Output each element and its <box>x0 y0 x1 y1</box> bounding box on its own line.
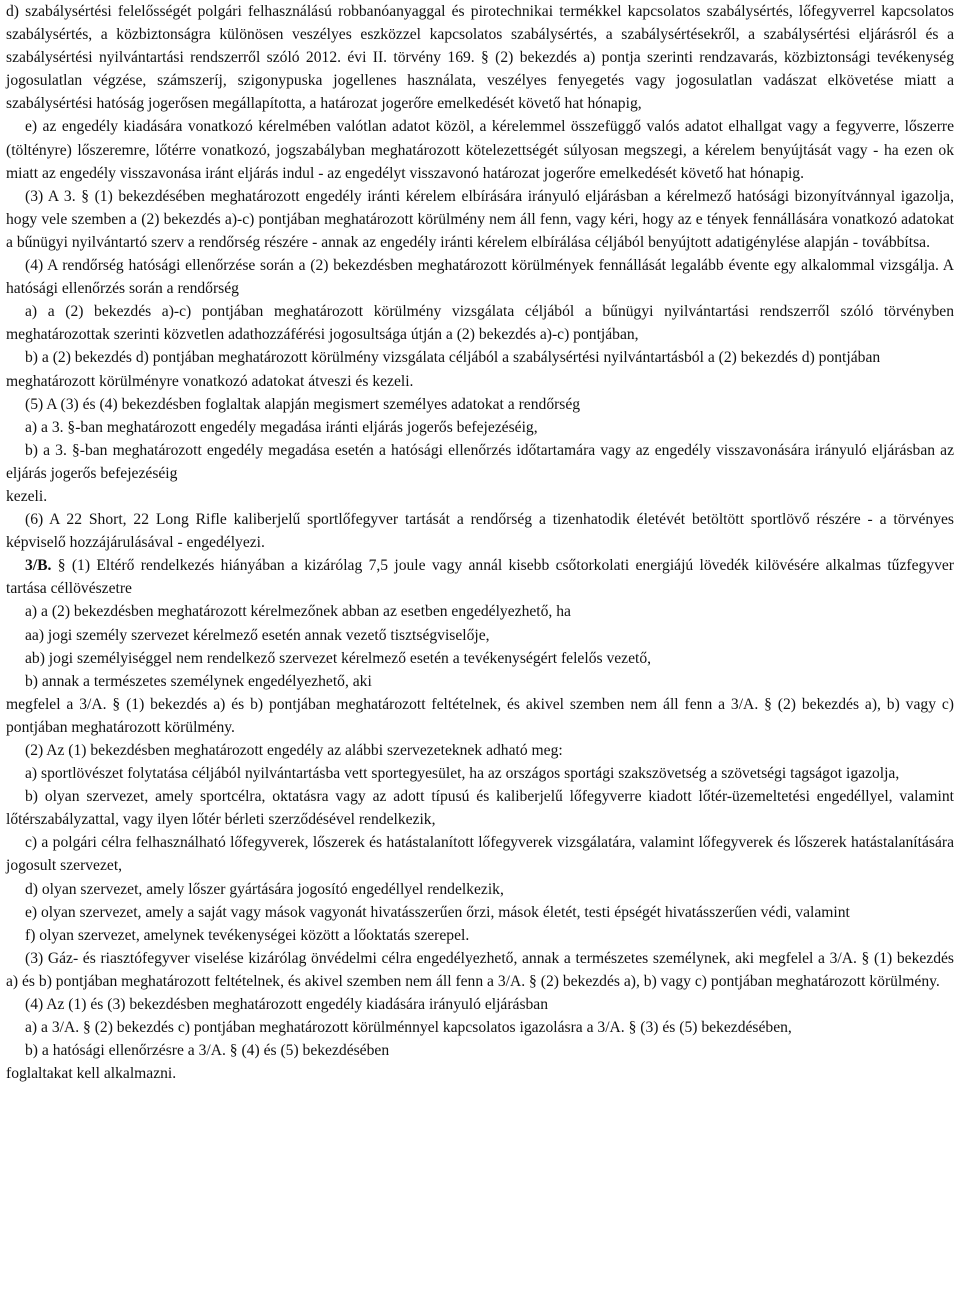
paragraph: b) a (2) bekezdés d) pontjában meghatározott körülmény vizsgálata céljából a szabálysértési nyilvántartásból a (2) bekezdés d) pontjában <box>25 349 881 367</box>
paragraph: d) olyan szervezet, amely lőszer gyártására jogosító engedéllyel rendelkezik, <box>25 880 504 898</box>
paragraph: meghatározott körülményre vonatkozó adatokat átveszi és kezeli. <box>6 372 414 390</box>
paragraph: ab) jogi személyiséggel nem rendelkező szervezet kérelmező esetén a tevékenységért felelős vezető, <box>25 649 652 667</box>
paragraph: a) a (2) bekezdés a)-c) pontjában meghatározott körülmény vizsgálata céljából a bűnügyi nyilvántartási rendszerről szóló törvényben meghatározottak szerinti közvetlen adathozzáférési jogosultsága útján a (2) bekezdés a)-c) pontjában, <box>6 303 954 344</box>
paragraph: d) szabálysértési felelősségét polgári felhasználású robbanóanyaggal és pirotechnikai termékkel kapcsolatos szabálysértés, lőfegyverrel kapcsolatos szabálysértés, a közbiztonságra különösen veszélyes eszközzel kapcsolatos szabálysértés, a szabálysértésekről, a szabálysértési eljárásról és a szabálysértési nyilvántartási rendszerről szóló 2012. évi II. törvény 169. § (2) bekezdés a) pontja szerinti rendzavarás, közbiztonsági tevékenység jogosulatlan végzése, számszeríj, szigonypuska jogellenes használata, veszélyes fenyegetés vagy jogosulatlan vadászat elkövetése miatt a szabálysértési hatóság jogerősen megállapította, a határozat jogerőre emelkedését követő hat hónapig, <box>6 3 954 113</box>
paragraph: a) a (2) bekezdésben meghatározott kérelmezőnek abban az esetben engedélyezhető, ha <box>25 603 571 621</box>
paragraph: b) annak a természetes személynek engedélyezhető, aki <box>25 672 372 690</box>
paragraph: kezeli. <box>6 487 48 505</box>
paragraph: e) az engedély kiadására vonatkozó kérelmében valótlan adatot közöl, a kérelemmel összefüggő valós adatot elhallgat vagy a fegyverre, lőszerre (töltényre) lőszeremre, lőtérre vonatkozó, jogszabályban meghatározott kötelezettségét súlyosan megszegi, a kérelem benyújtását vagy - ha ezen ok miatt az engedély visszavonása iránt eljárás indul - az engedélyt visszavonó határozat jogerőre emelkedését követő hat hónapig. <box>6 118 954 182</box>
paragraph: (4) A rendőrség hatósági ellenőrzése során a (2) bekezdésben meghatározott körülmények fennállását legalább évente egy alkalommal vizsgálja. A hatósági ellenőrzés során a rendőrség <box>6 257 954 298</box>
paragraph: aa) jogi személy szervezet kérelmező esetén annak vezető tisztségviselője, <box>25 626 490 644</box>
paragraph: b) a 3. §-ban meghatározott engedély megadása esetén a hatósági ellenőrzés időtartamára vagy az engedély visszavonására irányuló eljárásban az eljárás jogerős befejezéséig <box>6 441 954 482</box>
paragraph: (6) A 22 Short, 22 Long Rifle kaliberjelű sportlőfegyver tartását a rendőrség a tizenhatodik életévét betöltött sportlövő részére - a törvényes képviselő hozzájárulásával - engedélyezi. <box>6 511 954 552</box>
section-heading: 3/B. <box>25 557 52 575</box>
paragraph: a) sportlövészet folytatása céljából nyilvántartásba vett sportegyesület, ha az országos sportági szakszövetség a szövetségi tagságot igazolja, <box>25 765 900 783</box>
paragraph: a) a 3. §-ban meghatározott engedély megadása iránti eljárás jogerős befejezéséig, <box>25 418 538 436</box>
paragraph: c) a polgári célra felhasználható lőfegyverek, lőszerek és hatástalanított lőfegyverek vizsgálatára, valamint lőfegyverek és lőszerek hatástalanítására jogosult szervezet, <box>6 834 954 875</box>
paragraph: (3) A 3. § (1) bekezdésében meghatározott engedély iránti kérelem elbírására irányuló eljárásban a kérelmező hatósági bizonyítvánnyal igazolja, hogy vele szemben a (2) bekezdés a)-c) pontjában meghatározott körülmény nem áll fenn, vagy kéri, hogy az e tények fennállására vonatkozó adatokat a bűnügyi nyilvántartó szerv a rendőrség részére - annak az engedély iránti kérelem elbírálása céljából benyújtott adatigénylése alapján - továbbítsa. <box>6 187 954 251</box>
paragraph: (5) A (3) és (4) bekezdésben foglaltak alapján megismert személyes adatokat a rendőrség <box>25 395 581 413</box>
paragraph: b) a hatósági ellenőrzésre a 3/A. § (4) és (5) bekezdésében <box>25 1042 390 1060</box>
paragraph: b) olyan szervezet, amely sportcélra, oktatásra vagy az adott típusú és kaliberjelű lőfegyverre kiadott lőtér-üzemeltetési engedéllyel, valamint lőtérszabályzattal, vagy ilyen lőtér bérleti szerződésével rendelkezik, <box>6 788 954 829</box>
paragraph: (2) Az (1) bekezdésben meghatározott engedély az alábbi szervezeteknek adható meg: <box>25 742 563 759</box>
paragraph: a) a 3/A. § (2) bekezdés c) pontjában meghatározott körülménnyel kapcsolatos igazolásra a 3/A. § (3) és (5) bekezdésében, <box>25 1019 792 1037</box>
paragraph: (3) Gáz- és riasztófegyver viselése kizárólag önvédelmi célra engedélyezhető, annak a természetes személynek, aki megfelel a 3/A. § (1) bekezdés a) és b) pontjában meghatározott feltételnek, és akivel szemben nem áll fenn a 3/A. § (2) bekezdés a), b) vagy c) pontjában meghatározott körülmény. <box>6 949 954 990</box>
paragraph: f) olyan szervezet, amelynek tevékenységei között a lőoktatás szerepel. <box>25 926 470 944</box>
paragraph: foglaltakat kell alkalmazni. <box>6 1065 177 1083</box>
section-paragraph-text: § (1) Eltérő rendelkezés hiányában a kizárólag 7,5 joule vagy annál kisebb csőtorkolati energiájú lövedék kilövésére alkalmas tűzfegyver tartása céllövészetre <box>6 557 954 598</box>
section-paragraph-3b <box>6 554 954 600</box>
paragraph: e) olyan szervezet, amely a saját vagy mások vagyonát hivatásszerűen őrzi, mások életét, testi épségét hivatásszerűen védi, valamint <box>25 903 850 921</box>
paragraph: megfelel a 3/A. § (1) bekezdés a) és b) pontjában meghatározott feltételnek, és akivel szemben nem áll fenn a 3/A. § (2) bekezdés a), b) vagy c) pontjában meghatározott körülmény. <box>6 695 954 736</box>
paragraph: (4) Az (1) és (3) bekezdésben meghatározott engedély kiadására irányuló eljárásban <box>25 996 549 1014</box>
